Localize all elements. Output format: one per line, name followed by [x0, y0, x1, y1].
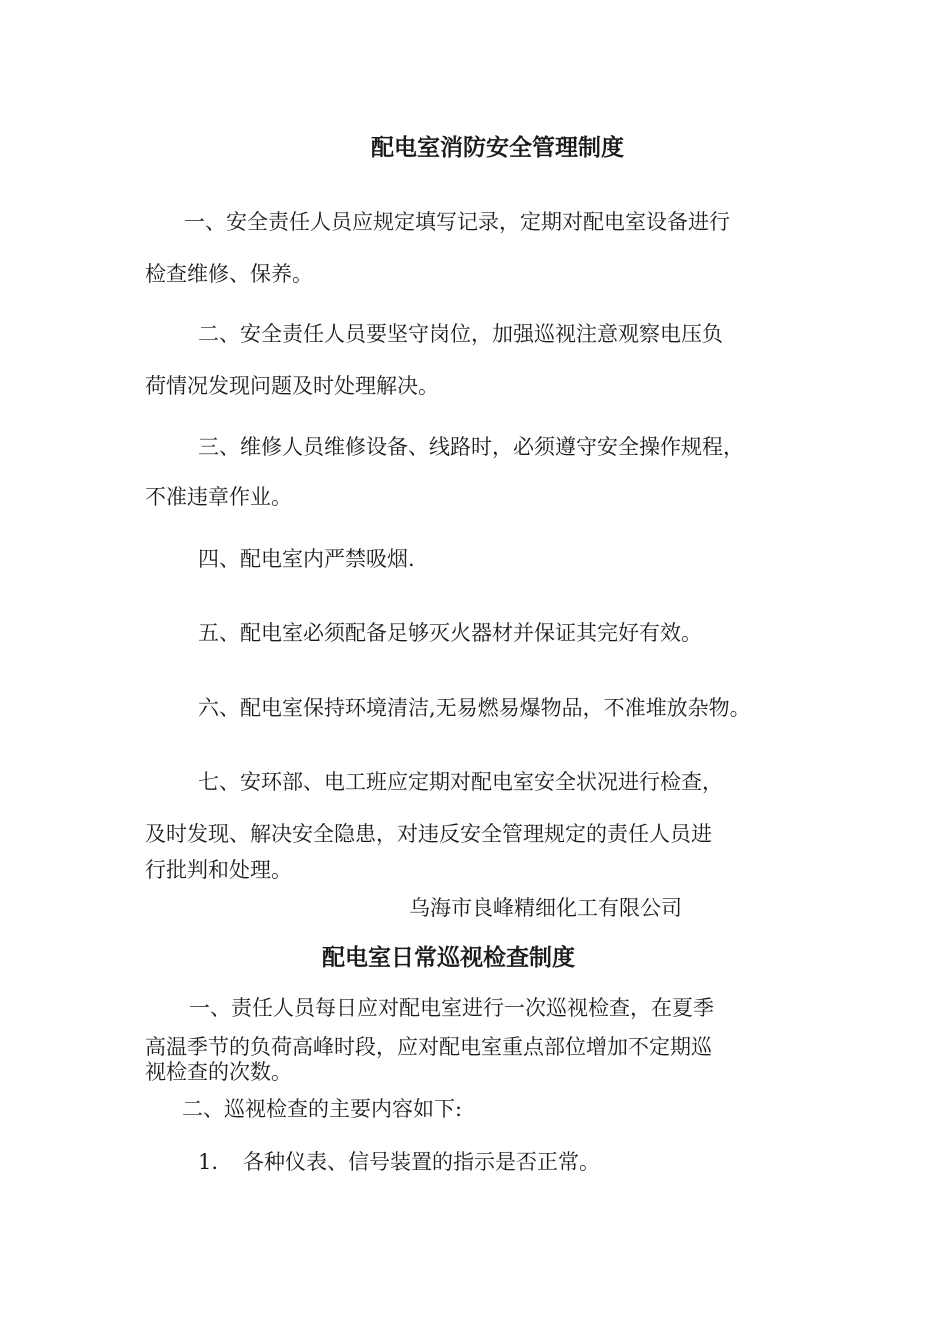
paragraph-5: 五、配电室必须配备足够灭火器材并保证其完好有效。: [198, 621, 702, 645]
paragraph-3-line-1: 三、维修人员维修设备、线路时，必须遵守安全操作规程，: [198, 435, 744, 459]
paragraph-6: 六、配电室保持环境清洁,无易燃易爆物品，不准堆放杂物。: [198, 696, 751, 720]
paragraph-1-line-1: 一、安全责任人员应规定填写记录，定期对配电室设备进行: [184, 210, 730, 234]
company-signature: 乌海市良峰精细化工有限公司: [409, 896, 682, 920]
paragraph-7-line-3: 行批判和处理。: [145, 858, 292, 882]
paragraph-3-line-2: 不准违章作业。: [145, 485, 292, 509]
paragraph-7-line-1: 七、安环部、电工班应定期对配电室安全状况进行检查，: [198, 770, 723, 794]
section-paragraph-1-line-3: 视检查的次数。: [145, 1060, 292, 1084]
paragraph-4: 四、配电室内严禁吸烟.: [198, 547, 415, 571]
section-paragraph-2: 二、巡视检查的主要内容如下:: [182, 1097, 463, 1121]
document-title: 配电室消防安全管理制度: [371, 135, 624, 161]
paragraph-1-line-2: 检查维修、保养。: [145, 262, 313, 286]
paragraph-2-line-2: 荷情况发现问题及时处理解决。: [145, 374, 439, 398]
paragraph-7-line-2: 及时发现、解决安全隐患，对违反安全管理规定的责任人员进: [145, 822, 712, 846]
list-item-1-number: 1.: [198, 1150, 219, 1174]
paragraph-2-line-1: 二、安全责任人员要坚守岗位，加强巡视注意观察电压负: [198, 322, 723, 346]
section-title: 配电室日常巡视检查制度: [322, 945, 575, 971]
section-paragraph-1-line-1: 一、责任人员每日应对配电室进行一次巡视检查，在夏季: [189, 996, 714, 1020]
section-paragraph-1-line-2: 高温季节的负荷高峰时段，应对配电室重点部位增加不定期巡: [145, 1035, 712, 1059]
list-item-1-text: 各种仪表、信号装置的指示是否正常。: [243, 1150, 600, 1174]
